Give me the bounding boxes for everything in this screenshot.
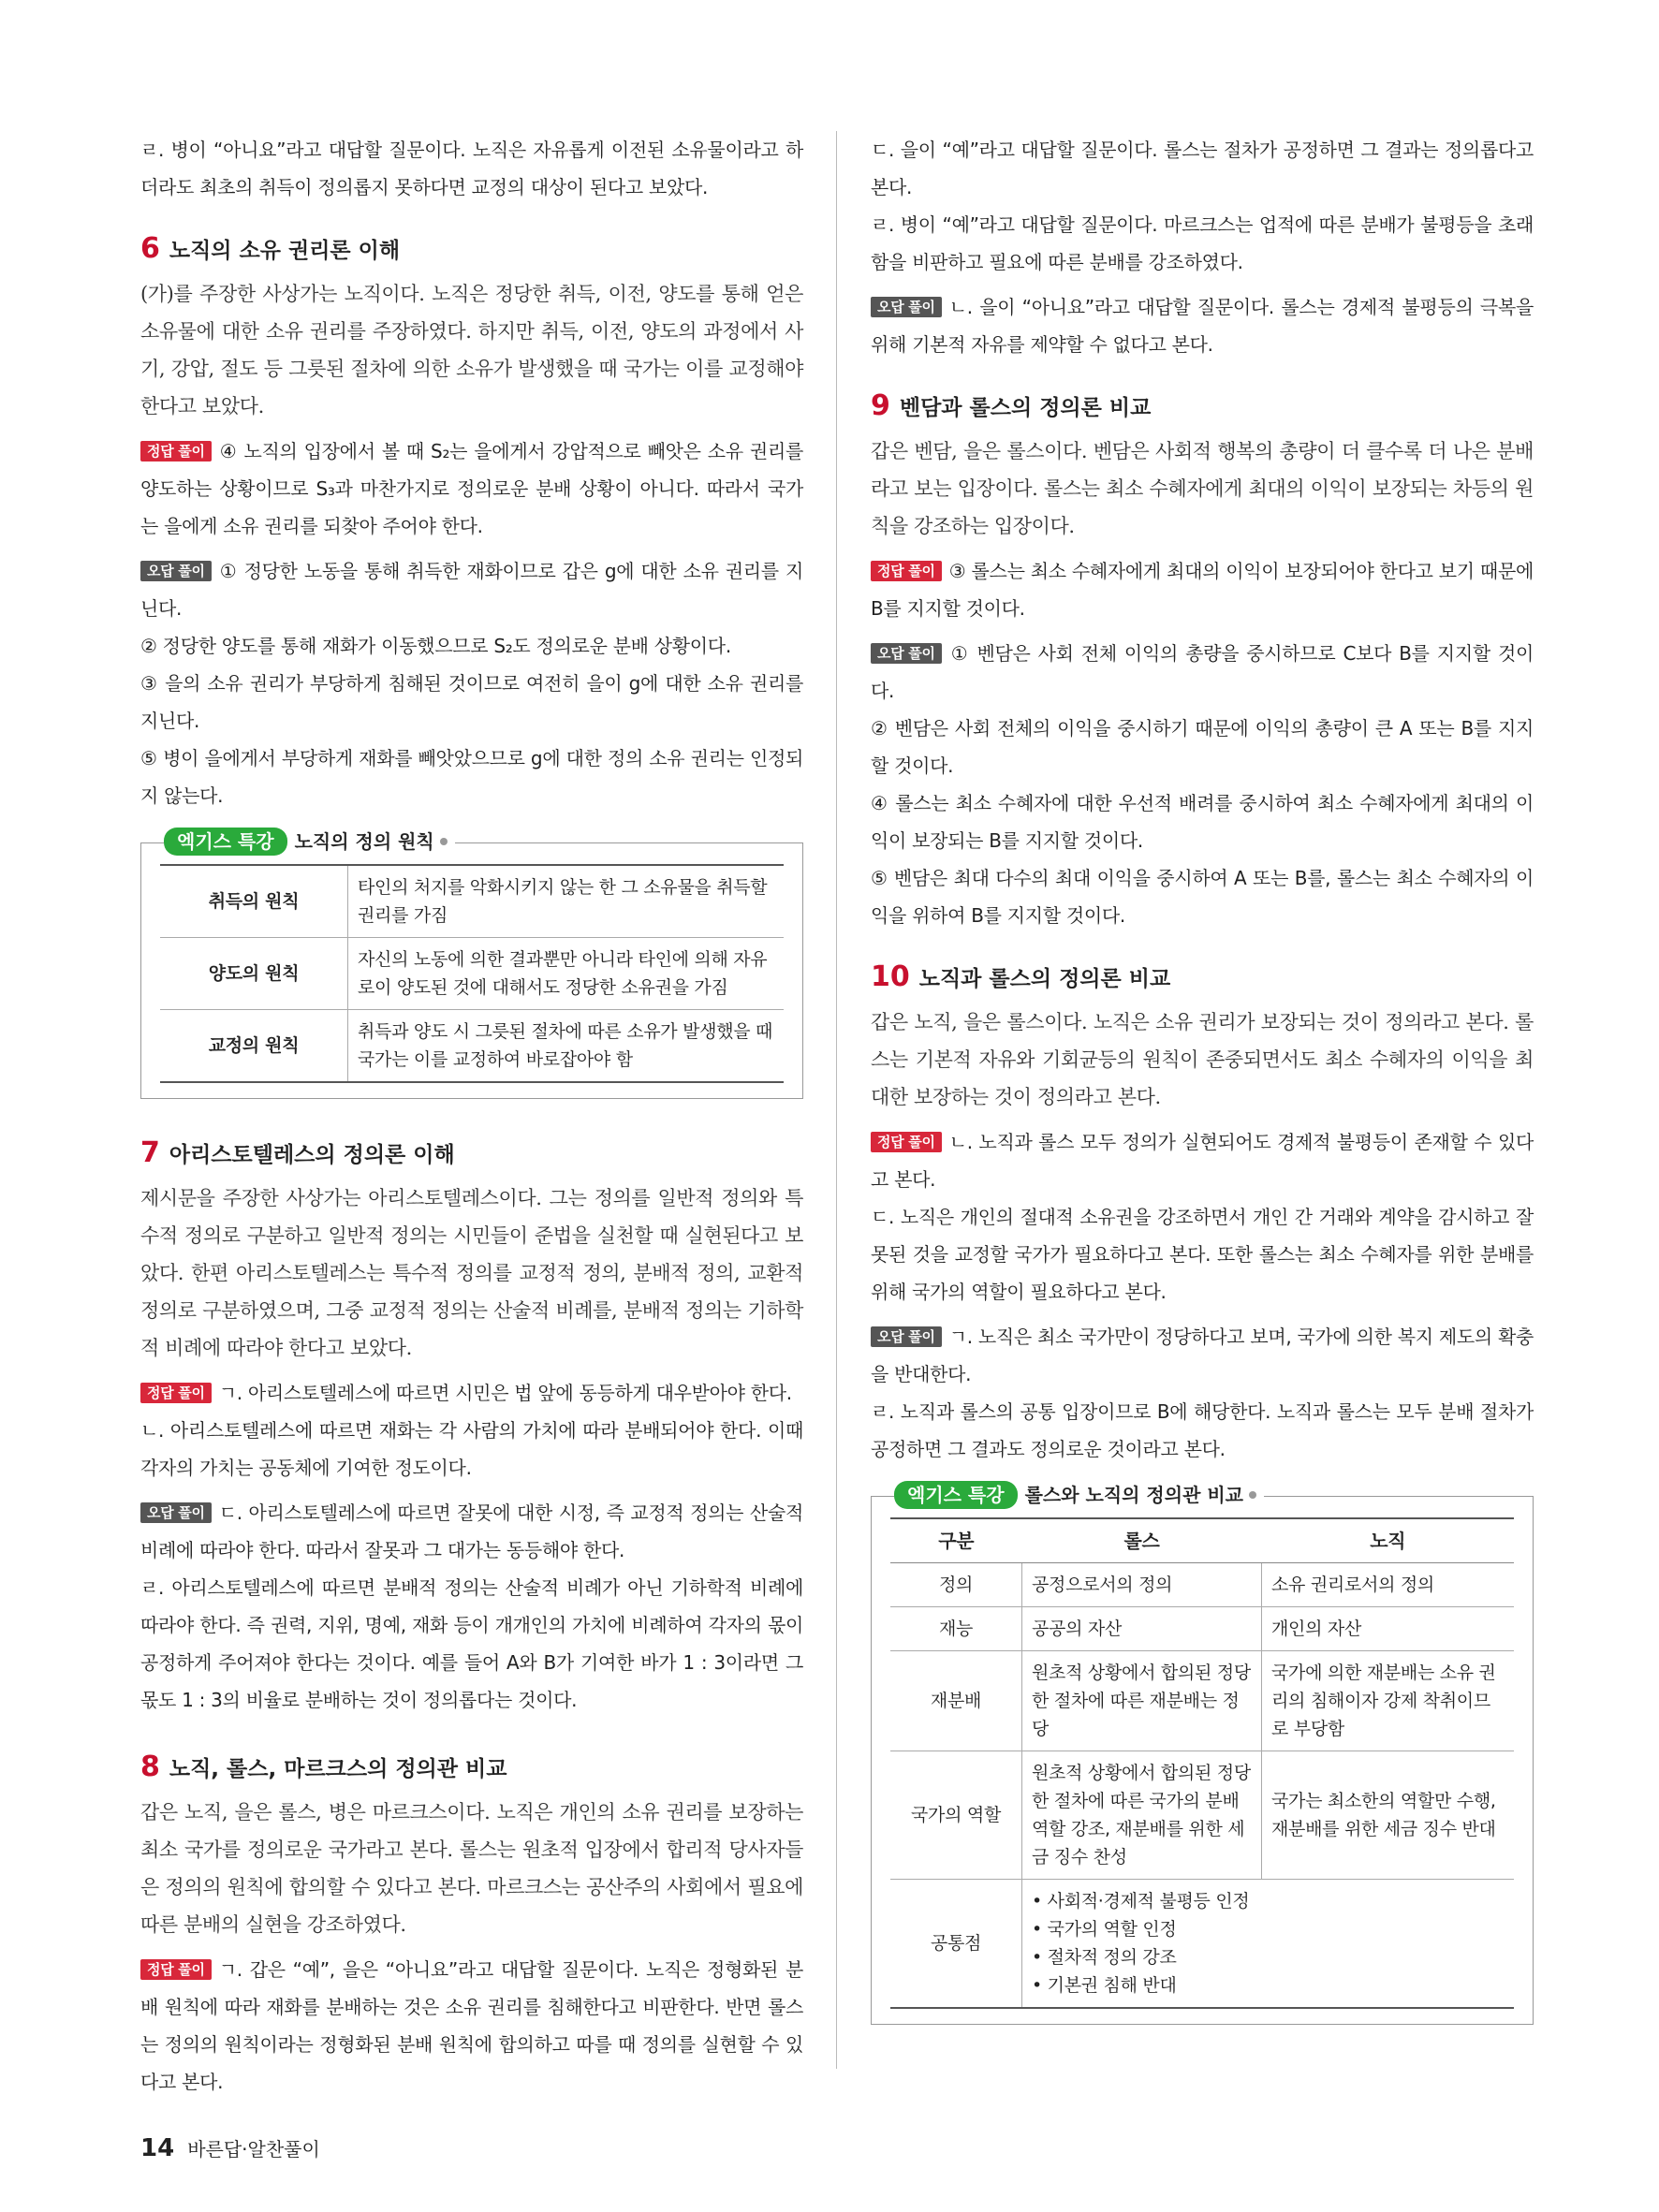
section-9-heading	[871, 389, 1534, 425]
answer-badge: 정답 풀이	[140, 1959, 212, 1980]
section-7-answer-2: ㄴ. 아리스토텔레스에 따르면 재화는 각 사람의 가치에 따라 분배되어야 한다. 이때 각자의 가치는 공동체에 기여한 정도이다.	[140, 1419, 803, 1479]
wrong-badge: 오답 풀이	[871, 297, 942, 317]
section-6-body: (가)를 주장한 사상가는 노직이다. 노직은 정당한 취득, 이전, 양도를 통해 얻은 소유물에 대한 소유 권리를 주장하였다. 하지만 취득, 이전, 양도의 과정에서 사기, 강압, 절도 등 그릇된 절차에 의한 소유가 발생했을 때 국가는 이를 교정해야 한다고 보았다.	[140, 283, 803, 417]
section-6-wrong-2: ② 정당한 양도를 통해 재화가 이동했으므로 S₂도 정의로운 분배 상황이다.	[140, 635, 731, 657]
answer-badge: 정답 풀이	[140, 1383, 212, 1403]
section-6-wrong-5: ⑤ 병이 을에게서 부당하게 재화를 빼앗았으므로 g에 대한 정의 소유 권리는 인정되지 않는다.	[140, 747, 803, 807]
section-8-answer: 정답 풀이 ㄱ. 갑은 “예”, 을은 “아니요”라고 대답할 질문이다. 노직은 정형화된 분배 원칙에 따라 재화를 분배하는 것은 소유 권리를 침해한다고 비판한다. 반면 롤스는 정의의 원칙이라는 정형화된 분배 원칙에 합의하고 따를 때 정의를 실현할 수 있다고 본다.	[140, 1958, 803, 2093]
table-row: 국가의 역할 원초적 상황에서 합의된 정당한 절차에 따른 국가의 분배 역할 강조, 재분배를 위한 세금 징수 찬성 국가는 최소한의 역할만 수행, 재분배를 위한 세금 징수 반대	[890, 1751, 1514, 1880]
table-row: 정의 공정으로서의 정의 소유 권리로서의 정의	[890, 1563, 1514, 1607]
table-row-common: 공통점 • 사회적·경제적 불평등 인정 • 국가의 역할 인정 • 절차적 정의 강조 • 기본권 침해 반대	[890, 1880, 1514, 2009]
common-item: • 국가의 역할 인정	[1032, 1919, 1177, 1940]
section-9-wrong-5: ⑤ 벤담은 최대 다수의 최대 이익을 중시하여 A 또는 B를, 롤스는 최소 수혜자의 이익을 위하여 B를 지지할 것이다.	[871, 867, 1534, 927]
intro-text-1: ㄷ. 을이 “예”라고 대답할 질문이다. 롤스는 절차가 공정하면 그 결과는 정의롭다고 본다.	[871, 139, 1534, 198]
page-footer	[140, 2134, 320, 2162]
section-9-wrong-1: 오답 풀이 ① 벤담은 사회 전체 이익의 총량을 중시하므로 C보다 B를 지지할 것이다.	[871, 642, 1534, 702]
intro-wrong: 오답 풀이 ㄴ. 을이 “아니요”라고 대답할 질문이다. 롤스는 경제적 불평등의 극복을 위해 기본적 자유를 제약할 수 없다고 본다.	[871, 296, 1534, 356]
intro-text: ㄹ. 병이 “아니요”라고 대답할 질문이다. 노직은 자유롭게 이전된 소유물이라고 하더라도 최초의 취득이 정의롭지 못하다면 교정의 대상이 된다고 보았다.	[140, 139, 803, 198]
section-10-answer-1: 정답 풀이 ㄴ. 노직과 롤스 모두 정의가 실현되어도 경제적 불평등이 존재할 수 있다고 본다.	[871, 1131, 1534, 1191]
nozick-principles-box	[140, 830, 803, 1099]
section-6-wrong-1: 오답 풀이 ① 정당한 노동을 통해 취득한 재화이므로 갑은 g에 대한 소유 권리를 지닌다.	[140, 560, 803, 620]
wrong-badge: 오답 풀이	[140, 561, 212, 581]
section-6-wrong-3: ③ 을의 소유 권리가 부당하게 침해된 것이므로 여전히 을이 g에 대한 소유 권리를 지닌다.	[140, 672, 803, 732]
common-item: • 기본권 침해 반대	[1032, 1975, 1177, 1996]
section-number: 9	[871, 389, 890, 422]
section-7-heading	[140, 1136, 803, 1172]
section-number: 8	[140, 1751, 160, 1783]
common-item: • 사회적·경제적 불평등 인정	[1032, 1891, 1250, 1912]
table-row: 재능 공공의 자산 개인의 자산	[890, 1607, 1514, 1651]
bullet-dot-icon	[1249, 1491, 1256, 1499]
common-item: • 절차적 정의 강조	[1032, 1947, 1177, 1968]
comparison-table	[890, 1517, 1514, 2009]
wrong-badge: 오답 풀이	[871, 643, 942, 664]
section-10-wrong-1: 오답 풀이 ㄱ. 노직은 최소 국가만이 정당하다고 보며, 국가에 의한 복지 제도의 확충을 반대한다.	[871, 1326, 1534, 1385]
section-7-wrong-1: 오답 풀이 ㄷ. 아리스토텔레스에 따르면 잘못에 대한 시정, 즉 교정적 정의는 산술적 비례에 따라야 한다. 따라서 잘못과 그 대가는 동등해야 한다.	[140, 1502, 803, 1561]
section-6-answer: 정답 풀이 ④ 노직의 입장에서 볼 때 S₂는 을에게서 강압적으로 빼앗은 소유 권리를 양도하는 상황이므로 S₃과 마찬가지로 정의로운 분배 상황이 아니다. 따라서 국가는 을에게 소유 권리를 되찾아 주어야 한다.	[140, 440, 803, 537]
section-10-answer-2: ㄷ. 노직은 개인의 절대적 소유권을 강조하면서 개인 간 거래와 계약을 감시하고 잘못된 것을 교정할 국가가 필요하다고 본다. 또한 롤스는 최소 수혜자를 위한 분배를 위해 국가의 역할이 필요하다고 본다.	[871, 1206, 1534, 1303]
section-title: 벤담과 롤스의 정의론 비교	[899, 396, 1152, 420]
box-heading: 엑기스 특강 롤스와 노직의 정의관 비교	[894, 1480, 1264, 1509]
bullet-dot-icon	[440, 838, 448, 845]
section-9-wrong-2: ② 벤담은 사회 전체의 이익을 중시하기 때문에 이익의 총량이 큰 A 또는 B를 지지할 것이다.	[871, 717, 1534, 777]
intro-text-2: ㄹ. 병이 “예”라고 대답할 질문이다. 마르크스는 업적에 따른 분배가 불평등을 초래함을 비판하고 필요에 따른 분배를 강조하였다.	[871, 213, 1534, 273]
principles-table	[160, 864, 784, 1083]
column-divider	[836, 131, 837, 2069]
section-7-wrong-2: ㄹ. 아리스토텔레스에 따르면 분배적 정의는 산술적 비례가 아닌 기하학적 비례에 따라야 한다. 즉 권력, 지위, 명예, 재화 등이 개개인의 가치에 비례하여 각자의 몫이 공정하게 주어져야 한다는 것이다. 예를 들어 A와 B가 기여한 바가 1 : 3이라면 그 몫도 1 : 3의 비율로 분배하는 것이 정의롭다는 것이다.	[140, 1576, 803, 1711]
section-title: 아리스토텔레스의 정의론 이해	[169, 1143, 455, 1167]
footer-label: 바른답·알찬풀이	[187, 2138, 320, 2161]
wrong-badge: 오답 풀이	[871, 1326, 942, 1347]
section-7-body: 제시문을 주장한 사상가는 아리스토텔레스이다. 그는 정의를 일반적 정의와 특수적 정의로 구분하고 일반적 정의는 시민들이 준법을 실천할 때 실현된다고 보았다. 한편 아리스토텔레스는 특수적 정의를 교정적 정의, 분배적 정의, 교환적 정의로 구분하였으며, 그중 교정적 정의는 산술적 비례를, 분배적 정의는 기하학적 비례에 따라야 한다고 보았다.	[140, 1187, 803, 1359]
section-8-body: 갑은 노직, 을은 롤스, 병은 마르크스이다. 노직은 개인의 소유 권리를 보장하는 최소 국가를 정의로운 국가라고 본다. 롤스는 원초적 입장에서 합리적 당사자들은 정의의 원칙에 합의할 수 있다고 본다. 마르크스는 공산주의 사회에서 필요에 따른 분배의 실현을 강조하였다.	[140, 1801, 803, 1936]
section-title: 노직, 롤스, 마르크스의 정의관 비교	[169, 1757, 507, 1781]
section-10-body: 갑은 노직, 을은 롤스이다. 노직은 소유 권리가 보장되는 것이 정의라고 본다. 롤스는 기본적 자유와 기회균등의 원칙이 존중되면서도 최소 수혜자의 이익을 최대한 보장하는 것이 정의라고 본다.	[871, 1011, 1534, 1108]
section-6-heading	[140, 232, 803, 268]
table-row: 취득의 원칙 타인의 처지를 악화시키지 않는 한 그 소유물을 취득할 권리를 가짐	[160, 865, 784, 938]
answer-badge: 정답 풀이	[871, 1132, 942, 1152]
special-lecture-pill: 엑기스 특강	[894, 1481, 1018, 1509]
right-column	[871, 131, 1534, 2025]
section-number: 10	[871, 960, 910, 993]
section-10-heading	[871, 960, 1534, 996]
rawls-nozick-box	[871, 1484, 1534, 2025]
section-10-wrong-2: ㄹ. 노직과 롤스의 공통 입장이므로 B에 해당한다. 노직과 롤스는 모두 분배 절차가 공정하면 그 결과도 정의로운 것이라고 본다.	[871, 1400, 1534, 1460]
table-header-row: 구분 롤스 노직	[890, 1518, 1514, 1563]
section-number: 7	[140, 1136, 160, 1169]
page-number: 14	[140, 2134, 175, 2162]
table-row: 양도의 원칙 자신의 노동에 의한 결과뿐만 아니라 타인에 의해 자유로이 양도된 것에 대해서도 정당한 소유권을 가짐	[160, 938, 784, 1010]
section-title: 노직과 롤스의 정의론 비교	[918, 967, 1171, 991]
table-row: 재분배 원초적 상황에서 합의된 정당한 절차에 따른 재분배는 정당 국가에 의한 재분배는 소유 권리의 침해이자 강제 착취이므로 부당함	[890, 1651, 1514, 1751]
answer-badge: 정답 풀이	[140, 441, 212, 461]
wrong-badge: 오답 풀이	[140, 1502, 212, 1523]
left-column	[140, 131, 803, 2101]
section-9-wrong-4: ④ 롤스는 최소 수혜자에 대한 우선적 배려를 중시하여 최소 수혜자에게 최대의 이익이 보장되는 B를 지지할 것이다.	[871, 792, 1534, 852]
box-heading: 엑기스 특강 노직의 정의 원칙	[164, 827, 455, 856]
section-8-heading	[140, 1751, 803, 1786]
answer-badge: 정답 풀이	[871, 561, 942, 581]
section-title: 노직의 소유 권리론 이해	[169, 239, 401, 263]
table-row: 교정의 원칙 취득과 양도 시 그릇된 절차에 따른 소유가 발생했을 때 국가는 이를 교정하여 바로잡아야 함	[160, 1010, 784, 1083]
special-lecture-pill: 엑기스 특강	[164, 828, 287, 856]
section-7-answer-1: 정답 풀이 ㄱ. 아리스토텔레스에 따르면 시민은 법 앞에 동등하게 대우받아야 한다.	[140, 1374, 803, 1412]
section-9-answer: 정답 풀이 ③ 롤스는 최소 수혜자에게 최대의 이익이 보장되어야 한다고 보기 때문에 B를 지지할 것이다.	[871, 560, 1534, 620]
section-number: 6	[140, 232, 160, 265]
section-9-body: 갑은 벤담, 을은 롤스이다. 벤담은 사회적 행복의 총량이 더 클수록 더 나은 분배라고 보는 입장이다. 롤스는 최소 수혜자에게 최대의 이익이 보장되는 차등의 원칙을 강조하는 입장이다.	[871, 440, 1534, 537]
